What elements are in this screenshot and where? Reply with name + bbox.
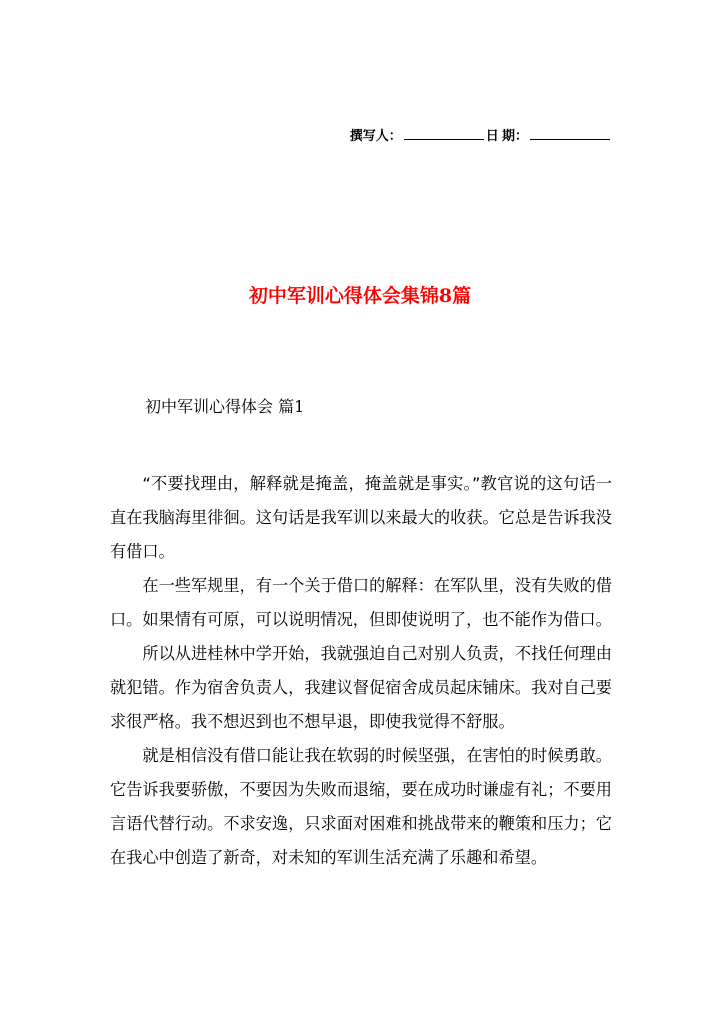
body-paragraph: 在一些军规里，有一个关于借口的解释：在军队里，没有失败的借口。如果情有可原，可以说明情况，但即使说明了，也不能作为借口。	[110, 576, 612, 629]
author-blank-field	[404, 126, 484, 140]
document-title: 初中军训心得体会集锦8篇	[248, 285, 472, 307]
body-paragraph: 就是相信没有借口能让我在软弱的时候坚强，在害怕的时候勇敢。它告诉我要骄傲，不要因为失败而退缩，要在成功时谦虚有礼；不要用言语代替行动。不求安逸，只求面对困难和挑战带来的鞭策和压力；它在我心中创造了新奇，对未知的军训生活充满了乐趣和希望。	[110, 746, 612, 867]
author-label: 撰写人：	[349, 128, 402, 143]
date-blank-field	[530, 126, 610, 140]
body-paragraph: 所以从进桂林中学开始，我就强迫自己对别人负责，不找任何理由就犯错。作为宿舍负责人，我建议督促宿舍成员起床铺床。我对自己要求很严格。我不想迟到也不想早退，即使我觉得不舒服。	[110, 644, 612, 731]
date-label: 日 期：	[485, 128, 528, 143]
author-date-line	[350, 126, 612, 145]
section-subtitle: 初中军训心得体会 篇1	[145, 397, 305, 416]
document-body	[110, 467, 612, 875]
body-paragraph: “不要找理由，解释就是掩盖，掩盖就是事实。”教官说的这句话一直在我脑海里徘徊。这句话是我军训以来最大的收获。它总是告诉我没有借口。	[110, 474, 612, 561]
